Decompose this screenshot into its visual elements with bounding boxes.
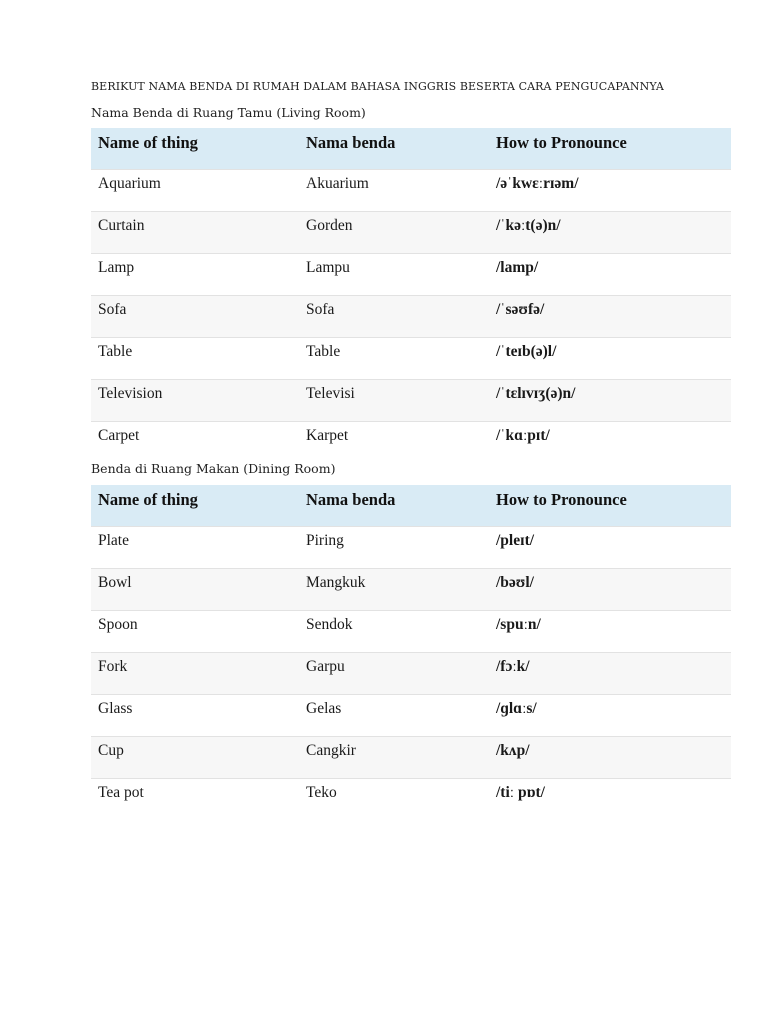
indonesian-word: Cangkir: [299, 737, 489, 779]
table-row: [91, 338, 731, 380]
table-header-row: [91, 485, 731, 527]
section-title-living-room: Nama Benda di Ruang Tamu (Living Room): [91, 105, 366, 120]
header-how-to-pronounce: How to Pronounce: [489, 128, 731, 170]
table-row: [91, 296, 731, 338]
table-row: [91, 569, 731, 611]
header-name-of-thing: Name of thing: [91, 485, 299, 527]
table-row: [91, 695, 731, 737]
table-row: [91, 212, 731, 254]
indonesian-word: Piring: [299, 527, 489, 569]
pronunciation: /spuːn/: [489, 611, 731, 653]
pronunciation: /bəʊl/: [489, 569, 731, 611]
pronunciation: /fɔːk/: [489, 653, 731, 695]
table-header-row: [91, 128, 731, 170]
english-word: Bowl: [91, 569, 299, 611]
pronunciation: /əˈkwɛːrɪəm/: [489, 170, 731, 212]
indonesian-word: Teko: [299, 779, 489, 821]
pronunciation: /lamp/: [489, 254, 731, 296]
english-word: Glass: [91, 695, 299, 737]
indonesian-word: Sofa: [299, 296, 489, 338]
english-word: Curtain: [91, 212, 299, 254]
table-row: [91, 527, 731, 569]
indonesian-word: Gelas: [299, 695, 489, 737]
table-row: [91, 170, 731, 212]
header-nama-benda: Nama benda: [299, 485, 489, 527]
pronunciation: /ˈtɛlɪvɪʒ(ə)n/: [489, 380, 731, 422]
section-title-dining-room: Benda di Ruang Makan (Dining Room): [91, 461, 336, 476]
indonesian-word: Akuarium: [299, 170, 489, 212]
english-word: Fork: [91, 653, 299, 695]
header-nama-benda: Nama benda: [299, 128, 489, 170]
header-how-to-pronounce: How to Pronounce: [489, 485, 731, 527]
table-row: [91, 422, 731, 464]
document-title: BERIKUT NAMA BENDA DI RUMAH DALAM BAHASA INGGRIS BESERTA CARA PENGUCAPANNYA: [91, 80, 664, 93]
header-name-of-thing: Name of thing: [91, 128, 299, 170]
pronunciation: /kʌp/: [489, 737, 731, 779]
table-row: [91, 380, 731, 422]
english-word: Carpet: [91, 422, 299, 464]
table-row: [91, 779, 731, 821]
indonesian-word: Lampu: [299, 254, 489, 296]
english-word: Aquarium: [91, 170, 299, 212]
english-word: Table: [91, 338, 299, 380]
indonesian-word: Sendok: [299, 611, 489, 653]
table-row: [91, 653, 731, 695]
pronunciation: /ˈsəʊfə/: [489, 296, 731, 338]
english-word: Cup: [91, 737, 299, 779]
pronunciation: /tiː pɒt/: [489, 779, 731, 821]
indonesian-word: Table: [299, 338, 489, 380]
english-word: Sofa: [91, 296, 299, 338]
table-row: [91, 737, 731, 779]
dining-room-table: [91, 485, 731, 820]
indonesian-word: Gorden: [299, 212, 489, 254]
table-row: [91, 611, 731, 653]
living-room-table: [91, 128, 731, 463]
pronunciation: /ˈkɑːpɪt/: [489, 422, 731, 464]
english-word: Lamp: [91, 254, 299, 296]
pronunciation: /ɡlɑːs/: [489, 695, 731, 737]
table-row: [91, 254, 731, 296]
indonesian-word: Garpu: [299, 653, 489, 695]
english-word: Plate: [91, 527, 299, 569]
pronunciation: /ˈteɪb(ə)l/: [489, 338, 731, 380]
indonesian-word: Televisi: [299, 380, 489, 422]
english-word: Television: [91, 380, 299, 422]
english-word: Spoon: [91, 611, 299, 653]
pronunciation: /pleɪt/: [489, 527, 731, 569]
pronunciation: /ˈkəːt(ə)n/: [489, 212, 731, 254]
indonesian-word: Mangkuk: [299, 569, 489, 611]
indonesian-word: Karpet: [299, 422, 489, 464]
english-word: Tea pot: [91, 779, 299, 821]
